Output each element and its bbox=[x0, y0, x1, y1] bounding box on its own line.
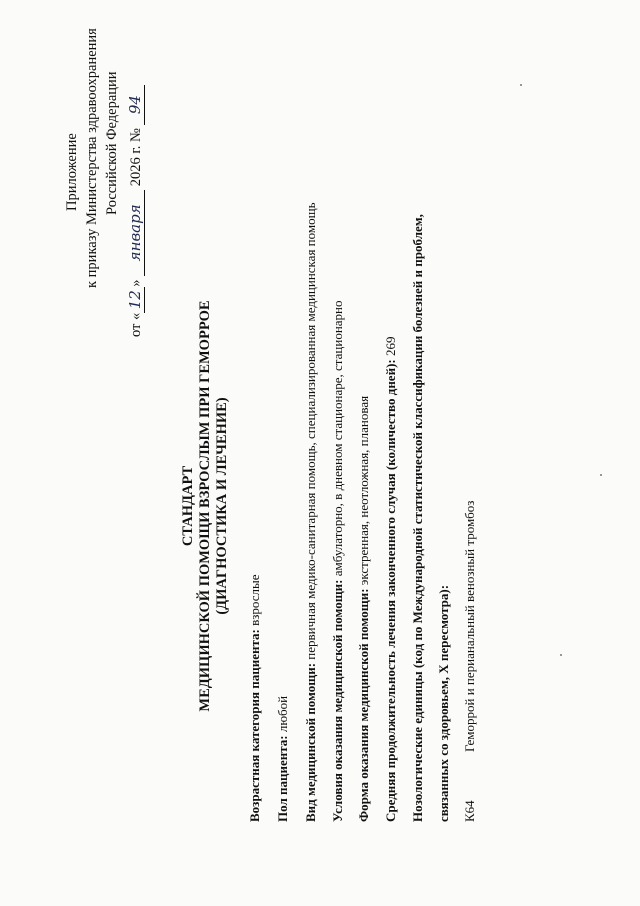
field-care-form bbox=[356, 396, 372, 822]
field-value: первичная медико-санитарная помощь, специализированная медицинская помощь bbox=[303, 202, 318, 660]
title-line-1: СТАНДАРТ bbox=[180, 465, 196, 547]
title-line-3: (ДИАГНОСТИКА И ЛЕЧЕНИЕ) bbox=[214, 397, 230, 615]
field-label: Условия оказания медицинской помощи: bbox=[330, 579, 345, 822]
nosology-heading-line-2: связанных со здоровьем, X пересмотра): bbox=[436, 584, 451, 822]
field-care-type bbox=[303, 202, 319, 822]
field-value: взрослые bbox=[247, 574, 262, 626]
field-age-category bbox=[247, 575, 263, 822]
field-label: Вид медицинской помощи: bbox=[303, 662, 318, 822]
scan-speck bbox=[600, 474, 602, 476]
nosology-name: Геморрой и перианальный венозный тромбоз bbox=[462, 500, 477, 752]
field-label: Форма оказания медицинской помощи: bbox=[356, 588, 371, 822]
field-label: Пол пациента: bbox=[275, 735, 290, 822]
scan-speck bbox=[560, 654, 562, 656]
appendix-date-line bbox=[127, 85, 145, 337]
nosology-heading-line-1: Нозологические единицы (код по Международной статистической классификации болезней и проблем, bbox=[410, 214, 425, 822]
date-month: января bbox=[127, 190, 145, 276]
field-value: амбулаторно, в дневном стационаре, стационарно bbox=[330, 300, 345, 577]
scan-speck bbox=[520, 84, 522, 86]
appendix-title: Приложение bbox=[64, 133, 80, 211]
field-label: Возрастная категория пациента: bbox=[247, 629, 262, 822]
nosology-code: К64 bbox=[462, 800, 477, 822]
date-mid: » bbox=[128, 279, 144, 287]
field-value: 269 bbox=[383, 336, 398, 357]
appendix-order-line: к приказу Министерства здравоохранения bbox=[84, 28, 100, 288]
appendix-federation-line: Российской Федерации bbox=[104, 71, 120, 215]
field-treatment-duration bbox=[383, 337, 399, 822]
field-care-conditions bbox=[330, 300, 346, 822]
field-label: Средняя продолжительность лечения законченного случая (количество дней): bbox=[383, 359, 398, 822]
date-day: 12 bbox=[127, 287, 145, 313]
field-value: любой bbox=[275, 695, 290, 733]
title-line-2: МЕДИЦИНСКОЙ ПОМОЩИ ВЗРОСЛЫМ ПРИ ГЕМОРРОЕ bbox=[197, 300, 213, 712]
field-sex bbox=[275, 696, 291, 822]
order-number: 94 bbox=[127, 85, 145, 125]
field-value: экстренная, неотложная, плановая bbox=[356, 395, 371, 586]
date-prefix: от « bbox=[128, 312, 144, 337]
date-year: 2026 г. № bbox=[128, 128, 144, 187]
